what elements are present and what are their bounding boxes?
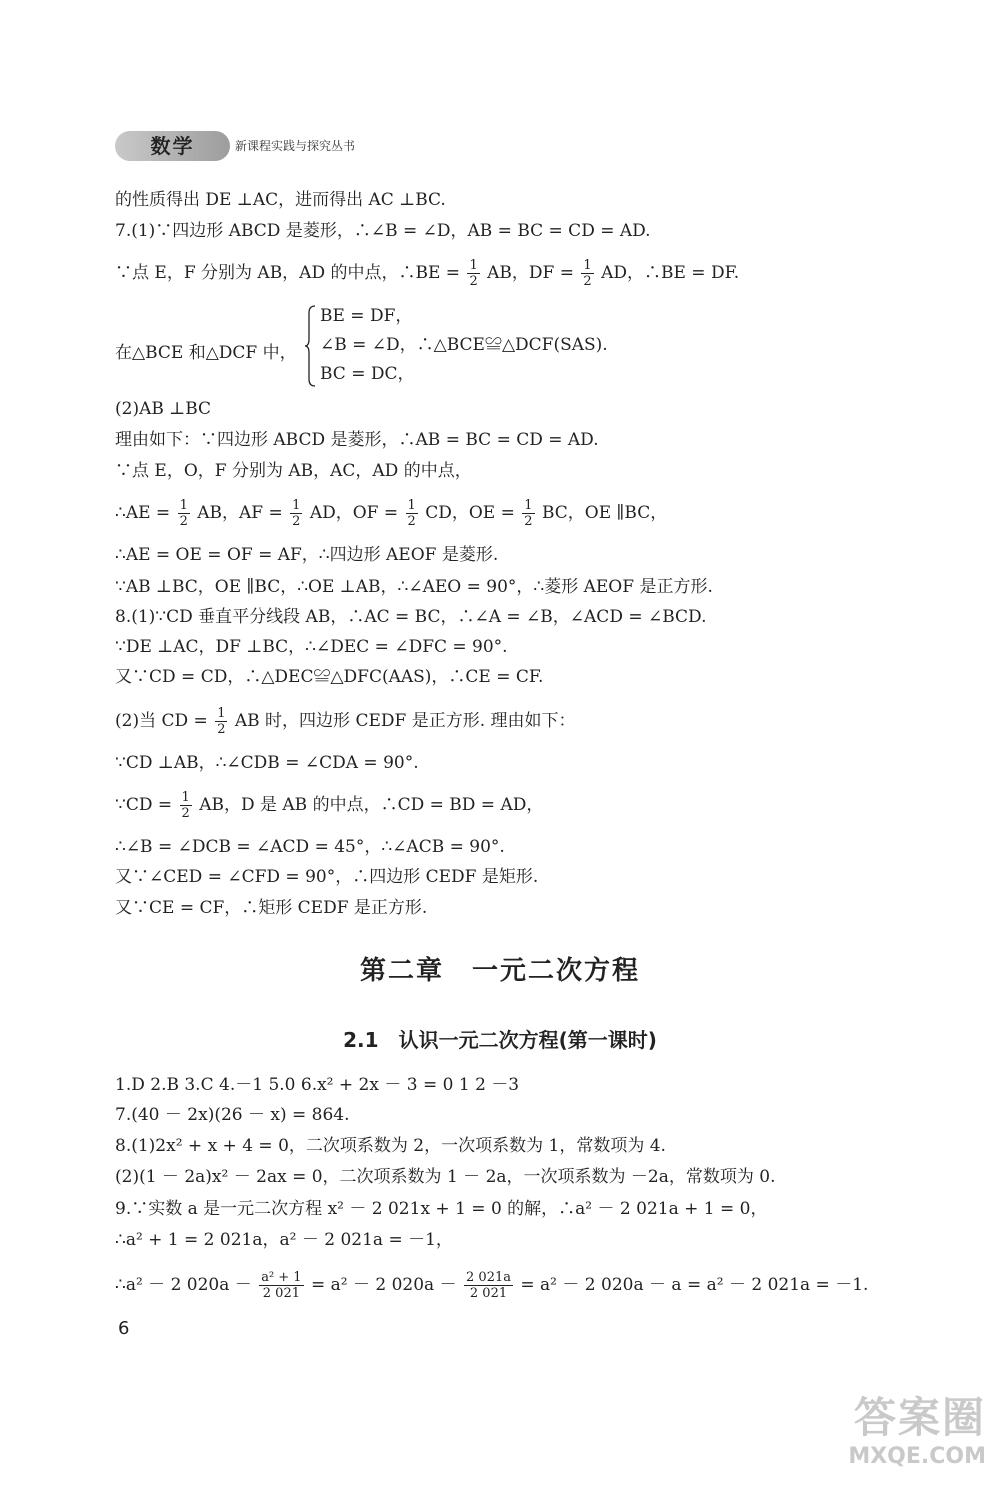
fraction xyxy=(178,498,190,529)
numerator: 1 xyxy=(583,258,592,273)
text-segment: BC，OE ∥BC， xyxy=(541,503,668,523)
text-line: ∴AE = OE = OF = AF，∴四边形 AEOF 是菱形. xyxy=(115,545,499,565)
watermark-text: 答案圈 xyxy=(853,1393,986,1442)
text-segment: ∴a² － 2 020a － xyxy=(115,1275,252,1295)
numerator: a² + 1 xyxy=(261,1270,302,1285)
denominator: 2 xyxy=(179,514,188,529)
text-line: ∴a² + 1 = 2 021a，a² － 2 021a = －1， xyxy=(115,1230,453,1250)
text-line: (2)(1 － 2a)x² － 2ax = 0，二次项系数为 1 － 2a，一次项系数为 －2a，常数项为 0. xyxy=(115,1167,776,1187)
numerator: 1 xyxy=(217,706,226,721)
text-segment: ∵点 E，F 分别为 AB，AD 的中点，∴BE = xyxy=(115,263,461,283)
section-title: 2.1 认识一元二次方程(第一课时) xyxy=(343,1028,657,1052)
text-line-fraction xyxy=(115,498,667,529)
watermark-url: MXQE.COM xyxy=(848,1444,986,1469)
subject-label: 数学 xyxy=(115,131,230,161)
text-segment: AB 时，四边形 CEDF 是正方形. 理由如下： xyxy=(234,711,576,731)
text-line: 又∵CE = CF，∴矩形 CEDF 是正方形. xyxy=(115,898,428,918)
text-segment: (2)当 CD = xyxy=(115,711,208,731)
denominator: 2 xyxy=(469,274,478,289)
text-line: (2)AB ⊥BC xyxy=(115,399,212,419)
fraction xyxy=(259,1270,303,1301)
text-segment: ∴AE = xyxy=(115,503,171,523)
fraction xyxy=(581,258,593,289)
text-line: ∵CD ⊥AB，∴∠CDB = ∠CDA = 90°. xyxy=(115,753,419,773)
text-segment: CD，OE = xyxy=(425,503,515,523)
text-line-fraction xyxy=(115,790,543,821)
text-line-fraction xyxy=(115,706,576,737)
text-segment: = a² － 2 020a － xyxy=(310,1275,457,1295)
denominator: 2 021 xyxy=(469,1286,508,1301)
denominator: 2 xyxy=(292,514,301,529)
numerator: 2 021a xyxy=(466,1270,511,1285)
text-segment: ∵CD = xyxy=(115,795,173,815)
denominator: 2 xyxy=(524,514,533,529)
numerator: 1 xyxy=(407,498,416,513)
chapter-title: 第二章 一元二次方程 xyxy=(359,956,640,986)
brace-rows xyxy=(320,305,608,392)
fraction xyxy=(467,258,479,289)
fraction xyxy=(522,498,534,529)
numerator: 1 xyxy=(292,498,301,513)
text-line: 1.D 2.B 3.C 4.－1 5.0 6.x² + 2x － 3 = 0 1 2 －3 xyxy=(115,1075,520,1095)
numerator: 1 xyxy=(181,790,190,805)
text-segment: = a² － 2 020a － a = a² － 2 021a = －1. xyxy=(520,1275,869,1295)
fraction xyxy=(464,1270,513,1301)
text-line: ∵AB ⊥BC，OE ∥BC，∴OE ⊥AB，∴∠AEO = 90°，∴菱形 AEOF 是正方形. xyxy=(115,577,713,597)
denominator: 2 xyxy=(407,514,416,529)
text-segment: AD，OF = xyxy=(309,503,399,523)
text-line-fraction xyxy=(115,1270,868,1301)
text-line-fraction xyxy=(115,258,739,289)
denominator: 2 021 xyxy=(262,1286,300,1301)
text-line: 的性质得出 DE ⊥AC，进而得出 AC ⊥BC. xyxy=(115,190,446,210)
text-line: 9.∵实数 a 是一元二次方程 x² － 2 021x + 1 = 0 的解，∴a² － 2 021a + 1 = 0， xyxy=(115,1199,768,1219)
text-segment: AB，DF = xyxy=(487,263,574,283)
brace-row: BE = DF， xyxy=(320,306,413,326)
text-line: 7.(40 － 2x)(26 － x) = 864. xyxy=(115,1105,350,1125)
series-title: 新课程实践与探究丛书 xyxy=(235,139,356,153)
text-line: 8.(1)2x² + x + 4 = 0，二次项系数为 2，一次项系数为 1，常数项为 4. xyxy=(115,1136,666,1156)
text-line: 理由如下：∵四边形 ABCD 是菱形，∴AB = BC = CD = AD. xyxy=(115,430,599,450)
fraction xyxy=(180,790,192,821)
numerator: 1 xyxy=(469,258,478,273)
brace-row: ∠B = ∠D，∴△BCE≌△DCF(SAS). xyxy=(320,335,608,355)
text-line: 8.(1)∵CD 垂直平分线段 AB，∴AC = BC，∴∠A = ∠B，∠ACD = ∠BCD. xyxy=(115,607,707,627)
text-line: 又∵CD = CD，∴△DEC≌△DFC(AAS)，∴CE = CF. xyxy=(115,667,544,687)
page-number: 6 xyxy=(118,1318,130,1339)
text-line: ∵DE ⊥AC，DF ⊥BC，∴∠DEC = ∠DFC = 90°. xyxy=(115,637,508,657)
numerator: 1 xyxy=(524,498,533,513)
numerator: 1 xyxy=(179,498,188,513)
text-segment: AD，∴BE = DF. xyxy=(601,263,740,283)
brace-row: BC = DC， xyxy=(320,364,415,384)
fraction xyxy=(215,706,227,737)
text-line: 7.(1)∵四边形 ABCD 是菱形，∴∠B = ∠D，AB = BC = CD = AD. xyxy=(115,221,651,241)
denominator: 2 xyxy=(583,274,592,289)
text-segment: AB，D 是 AB 的中点，∴CD = BD = AD， xyxy=(199,795,544,815)
fraction xyxy=(290,498,302,529)
text-line: 又∵∠CED = ∠CFD = 90°，∴四边形 CEDF 是矩形. xyxy=(115,867,539,887)
brace-label: 在△BCE 和△DCF 中， xyxy=(115,343,297,363)
denominator: 2 xyxy=(217,722,226,737)
text-line: ∴∠B = ∠DCB = ∠ACD = 45°，∴∠ACB = 90°. xyxy=(115,837,505,857)
fraction xyxy=(406,498,418,529)
left-brace-icon xyxy=(305,305,317,387)
denominator: 2 xyxy=(181,806,190,821)
text-segment: AB，AF = xyxy=(197,503,283,523)
text-line: ∵点 E，O，F 分别为 AB，AC，AD 的中点， xyxy=(115,461,472,481)
watermark-logo xyxy=(786,1392,986,1482)
